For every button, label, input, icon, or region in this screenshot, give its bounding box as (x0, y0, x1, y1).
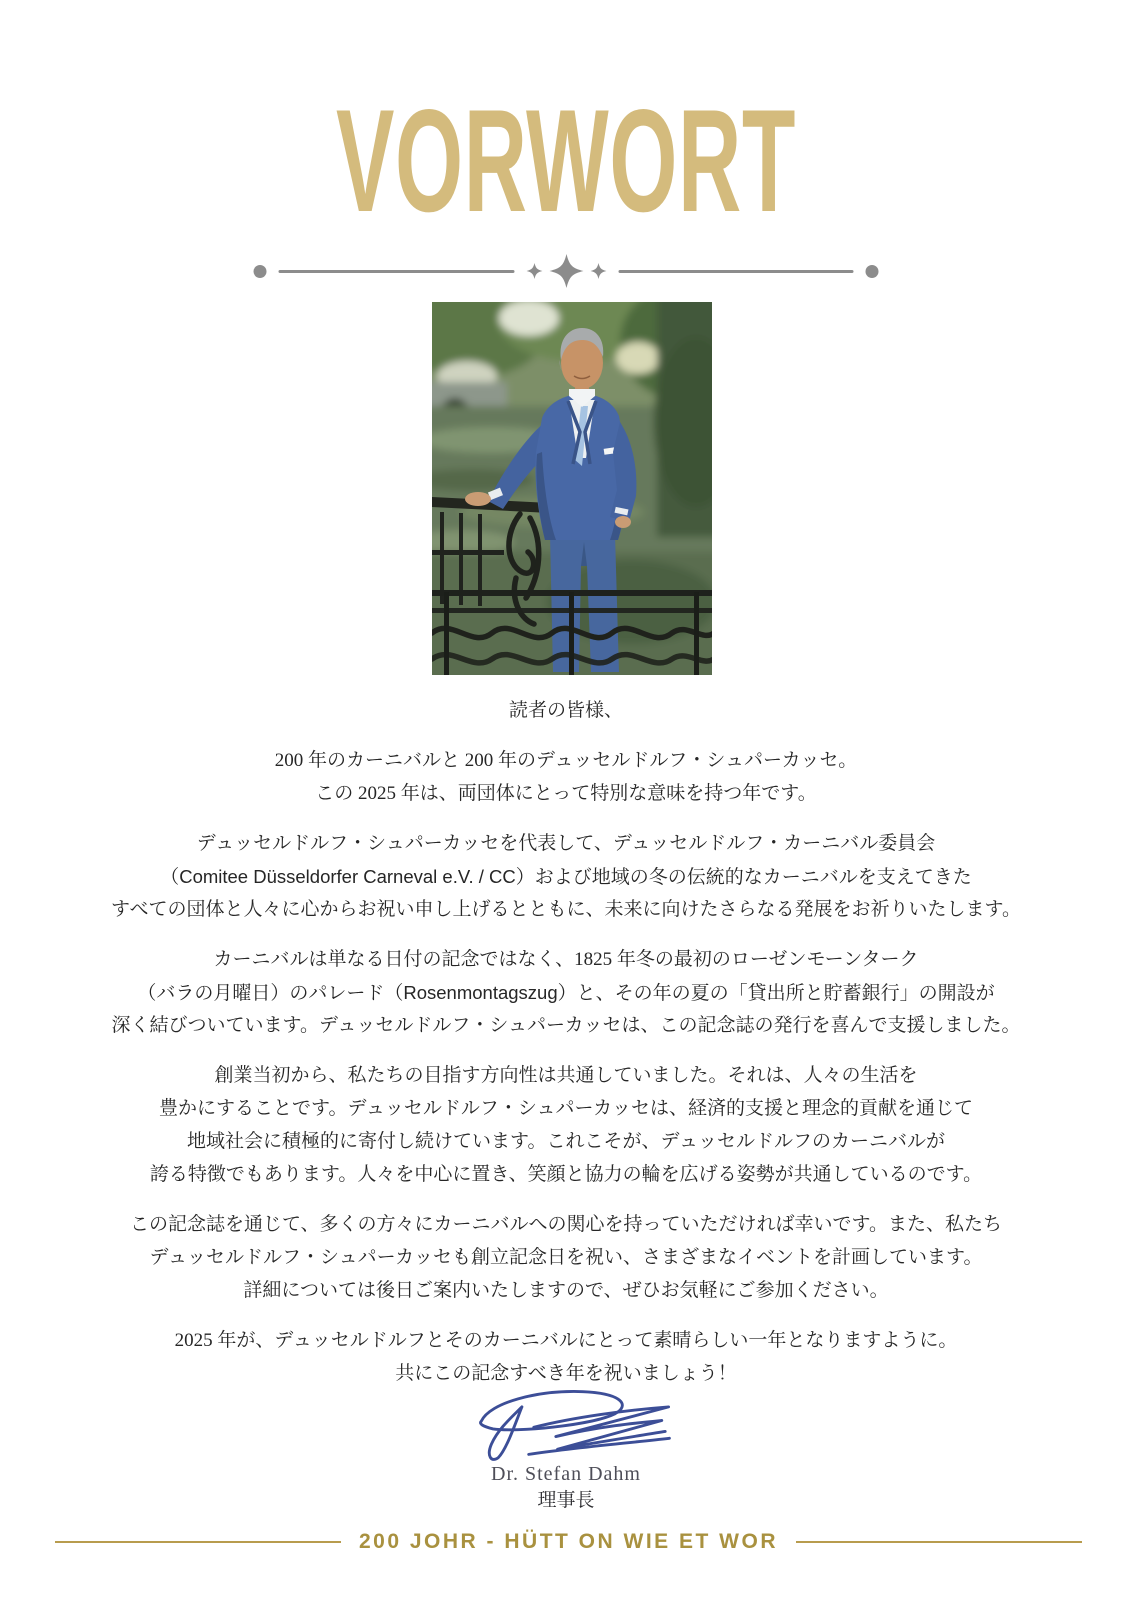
letter-paragraph-4 (0, 1059, 1132, 1191)
divider-sparkles (526, 254, 606, 288)
portrait-illustration (432, 302, 712, 675)
footer-rule-right (796, 1541, 1082, 1543)
letter-line: この 2025 年は、両団体にとって特別な意味を持つ年です。 (315, 783, 817, 804)
letter-line: 200 年のカーニバルと 200 年のデュッセルドルフ・シュパーカッセ。 (274, 750, 858, 771)
letter-line (0, 860, 1132, 893)
letter-greeting: 読者の皆様、 (508, 700, 623, 721)
letter-line-segment: （バラの月曜日）のパレード（ (137, 983, 404, 1004)
letter-line (0, 976, 1132, 1009)
page-title: VORWORT (335, 79, 797, 242)
letter-line: すべての団体と人々に心からお祝い申し上げるとともに、未来に向けたさらなる発展をお祈りいたします。 (110, 899, 1022, 920)
letter-line-segment: ）および地域の冬の伝統的なカーニバルを支えてきた (515, 867, 972, 888)
signature-scribble (441, 1384, 691, 1462)
title-divider (254, 254, 879, 288)
letter-line: 豊かにすることです。デュッセルドルフ・シュパーカッセは、経済的支援と理念的貢献を通じて (159, 1098, 973, 1119)
letter-line: 誇る特徴でもあります。人々を中心に置き、笑顔と協力の輪を広げる姿勢が共通しているのです。 (149, 1164, 983, 1185)
letter-line: カーニバルは単なる日付の記念ではなく、1825 年冬の最初のローゼンモーンターク (213, 949, 919, 970)
sparkle-large-icon (549, 254, 583, 288)
letter-line-segment: （ (160, 867, 180, 888)
divider-line-right (618, 270, 854, 273)
letter-line: 共にこの記念すべき年を祝いましょう！ (395, 1363, 737, 1384)
sparkle-small-left-icon (526, 263, 542, 279)
letter-line-segment: ）と、その年の夏の「貸出所と貯蓄銀行」の開設が (557, 983, 995, 1004)
letter-line-latin-segment: Rosenmontagszug (403, 982, 558, 1003)
letter-paragraph-3 (0, 943, 1132, 1042)
signature-block (0, 1384, 1132, 1516)
letter-line: 深く結びついています。デュッセルドルフ・シュパーカッセは、この記念誌の発行を喜んで支援しました。 (111, 1015, 1021, 1036)
letter-line: 地域社会に積極的に寄付し続けています。これこそが、デュッセルドルフのカーニバルが (187, 1131, 945, 1152)
portrait-photo (432, 302, 712, 675)
divider-dot-right (866, 265, 879, 278)
letter-line: 創業当初から、私たちの目指す方向性は共通していました。それは、人々の生活を (214, 1065, 918, 1086)
letter-line: 2025 年が、デュッセルドルフとそのカーニバルにとって素晴らしい一年となりますように。 (174, 1330, 958, 1351)
letter-line: この記念誌を通じて、多くの方々にカーニバルへの関心を持っていただければ幸いです。また、私たち (129, 1214, 1003, 1235)
footer-text: 200 JOHR - HÜTT ON WIE ET WOR (358, 1530, 779, 1553)
divider-dot-left (254, 265, 267, 278)
letter-paragraph-1 (0, 744, 1132, 810)
sparkle-small-right-icon (590, 263, 606, 279)
footer-rule-left (55, 1541, 341, 1543)
signature-name: Dr. Stefan Dahm (491, 1463, 641, 1485)
letter-line-latin-segment: Comitee Düsseldorfer Carneval e.V. / CC (179, 866, 516, 887)
signature-role: 理事長 (537, 1490, 595, 1511)
letter-line: デュッセルドルフ・シュパーカッセを代表して、デュッセルドルフ・カーニバル委員会 (196, 833, 936, 854)
letter-body (0, 694, 1132, 1390)
letter-line: デュッセルドルフ・シュパーカッセも創立記念日を祝い、さまざまなイベントを計画しています。 (149, 1247, 983, 1268)
letter-line: 詳細については後日ご案内いたしますので、ぜひお気軽にご参加ください。 (243, 1280, 889, 1301)
letter-paragraph-6 (0, 1324, 1132, 1390)
footer (55, 1530, 1082, 1554)
letter-paragraph-5 (0, 1208, 1132, 1307)
letter-paragraph-2 (0, 827, 1132, 926)
divider-line-left (279, 270, 515, 273)
